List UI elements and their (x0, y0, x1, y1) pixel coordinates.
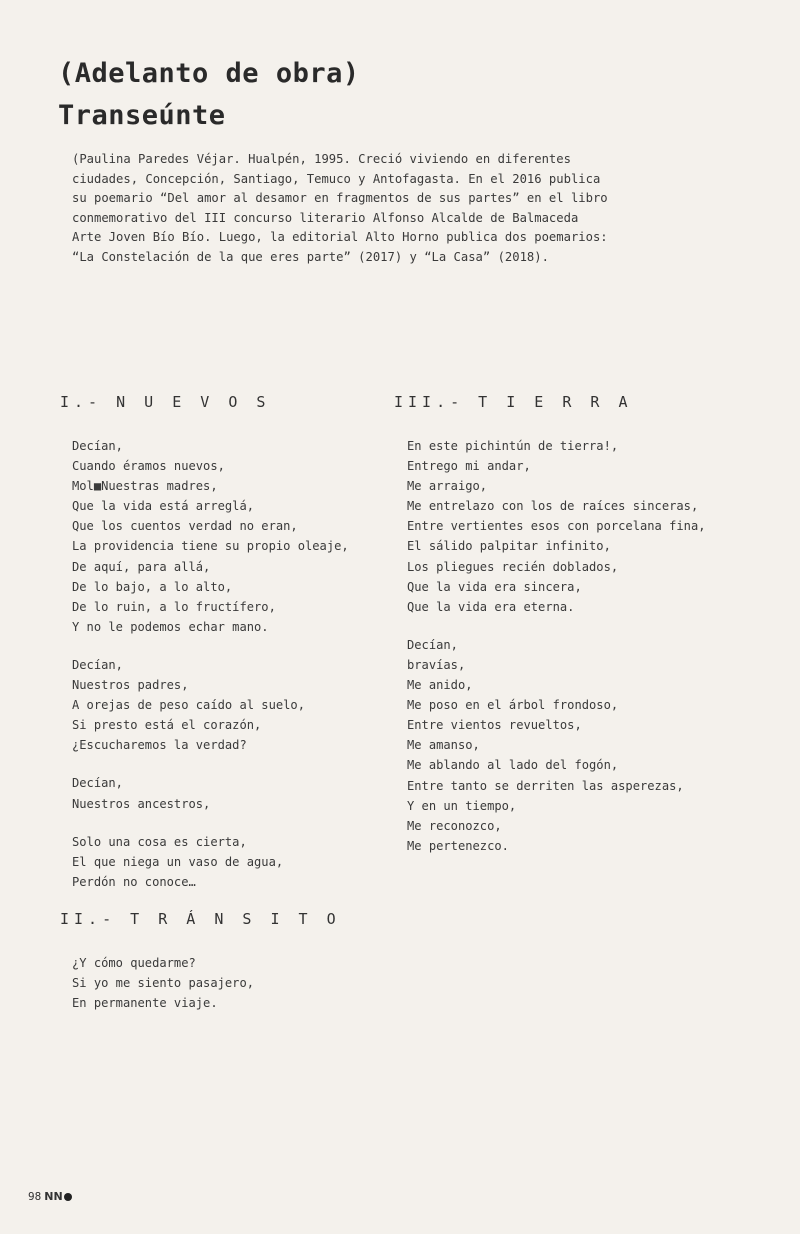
verse-line: En este pichintún de tierra!, (407, 439, 619, 453)
verse-line: Solo una cosa es cierta, (72, 834, 247, 849)
author-bio: (Paulina Paredes Véjar. Hualpén, 1995. Creció viviendo en diferentes ciudades, Concepción, Santiago, Temuco y Antofagasta. En el 2016 publica su poemario “Del amor al desamor en fragmentos de sus partes” en el libro conmemorativo del III concurso literario Alfonso Alcalde de Balmaceda Arte Joven Bío Bío. Luego, la editorial Alto Horno publica dos poemarios: “La Constelación de la que eres parte” (2017) y “La Casa” (2018). (72, 152, 608, 264)
stanza (72, 832, 440, 892)
verse-line: Decían, (72, 657, 123, 672)
verse-line: De lo ruin, a lo fructífero, (72, 599, 276, 614)
verse-line: Me poso en el árbol frondoso, (407, 698, 619, 713)
verse-line: Y no le podemos echar mano. (72, 619, 269, 634)
verse-line: De lo bajo, a lo alto, (72, 579, 233, 594)
poem-tierra (394, 436, 774, 856)
verse-line: Perdón no conoce… (72, 874, 196, 889)
verse-line: Decían, (72, 439, 123, 453)
verse-line: Decían, (72, 776, 123, 791)
verse-line: Mol■Nuestras madres, (72, 479, 218, 494)
stanza (407, 635, 774, 856)
verse-line: Decían, (407, 637, 458, 652)
verse-line: Y en un tiempo, (407, 798, 517, 813)
section-heading-tierra: III.- T I E R R A (394, 393, 633, 411)
kicker-title: (Adelanto de obra) (58, 58, 360, 89)
verse-line: Que los cuentos verdad no eran, (72, 519, 298, 534)
verse-line: ¿Y cómo quedarme? (72, 955, 196, 970)
magazine-logo: NN (44, 1190, 63, 1203)
verse-line: bravías, (407, 657, 466, 672)
logo-dot-icon (64, 1193, 72, 1201)
verse-line: Me reconozco, (407, 818, 502, 833)
verse-line: El sálido palpitar infinito, (407, 539, 611, 554)
section-heading-transito: II.- T R Á N S I T O (60, 909, 341, 928)
verse-line: Que la vida era sincera, (407, 579, 582, 594)
verse-line: La providencia tiene su propio oleaje, (72, 539, 349, 554)
verse-line: Me entrelazo con los de raíces sinceras, (407, 499, 699, 514)
poem-nuevos (60, 436, 440, 892)
stanza (72, 773, 440, 813)
verse-line: Me ablando al lado del fogón, (407, 758, 619, 773)
stanza (407, 436, 774, 617)
verse-line: Entrego mi andar, (407, 459, 531, 474)
verse-line: Que la vida era eterna. (407, 599, 575, 614)
verse-line: Me pertenezco. (407, 838, 509, 853)
stanza (72, 655, 440, 755)
verse-line: Nuestros ancestros, (72, 796, 211, 811)
verse-line: Entre vientos revueltos, (407, 718, 582, 733)
verse-line: Me arraigo, (407, 479, 488, 494)
verse-line: Entre vertientes esos con porcelana fina, (407, 519, 706, 534)
left-column (60, 393, 440, 1031)
verse-line: Me anido, (407, 678, 473, 693)
page-folio (28, 1190, 72, 1203)
page-number: 98 (28, 1190, 42, 1203)
stanza (72, 953, 440, 1013)
verse-line: Los pliegues recién doblados, (407, 559, 619, 574)
verse-line: Entre tanto se derriten las asperezas, (407, 778, 684, 793)
verse-line: Nuestros padres, (72, 678, 189, 693)
verse-line: Si presto está el corazón, (72, 718, 262, 733)
verse-line: De aquí, para allá, (72, 559, 211, 574)
verse-line: ¿Escucharemos la verdad? (72, 738, 247, 753)
poem-transito (60, 953, 440, 1013)
article-title: Transeúnte (58, 100, 226, 131)
verse-line: Cuando éramos nuevos, (72, 459, 225, 474)
stanza (72, 436, 440, 637)
verse-line: En permanente viaje. (72, 996, 218, 1011)
verse-line: A orejas de peso caído al suelo, (72, 698, 305, 713)
verse-line: Que la vida está arreglá, (72, 499, 255, 514)
verse-line: El que niega un vaso de agua, (72, 854, 284, 869)
verse-line: Si yo me siento pasajero, (72, 975, 255, 990)
section-heading-nuevos: I.- N U E V O S (60, 393, 271, 411)
right-column (394, 393, 774, 874)
verse-line: Me amanso, (407, 738, 480, 753)
